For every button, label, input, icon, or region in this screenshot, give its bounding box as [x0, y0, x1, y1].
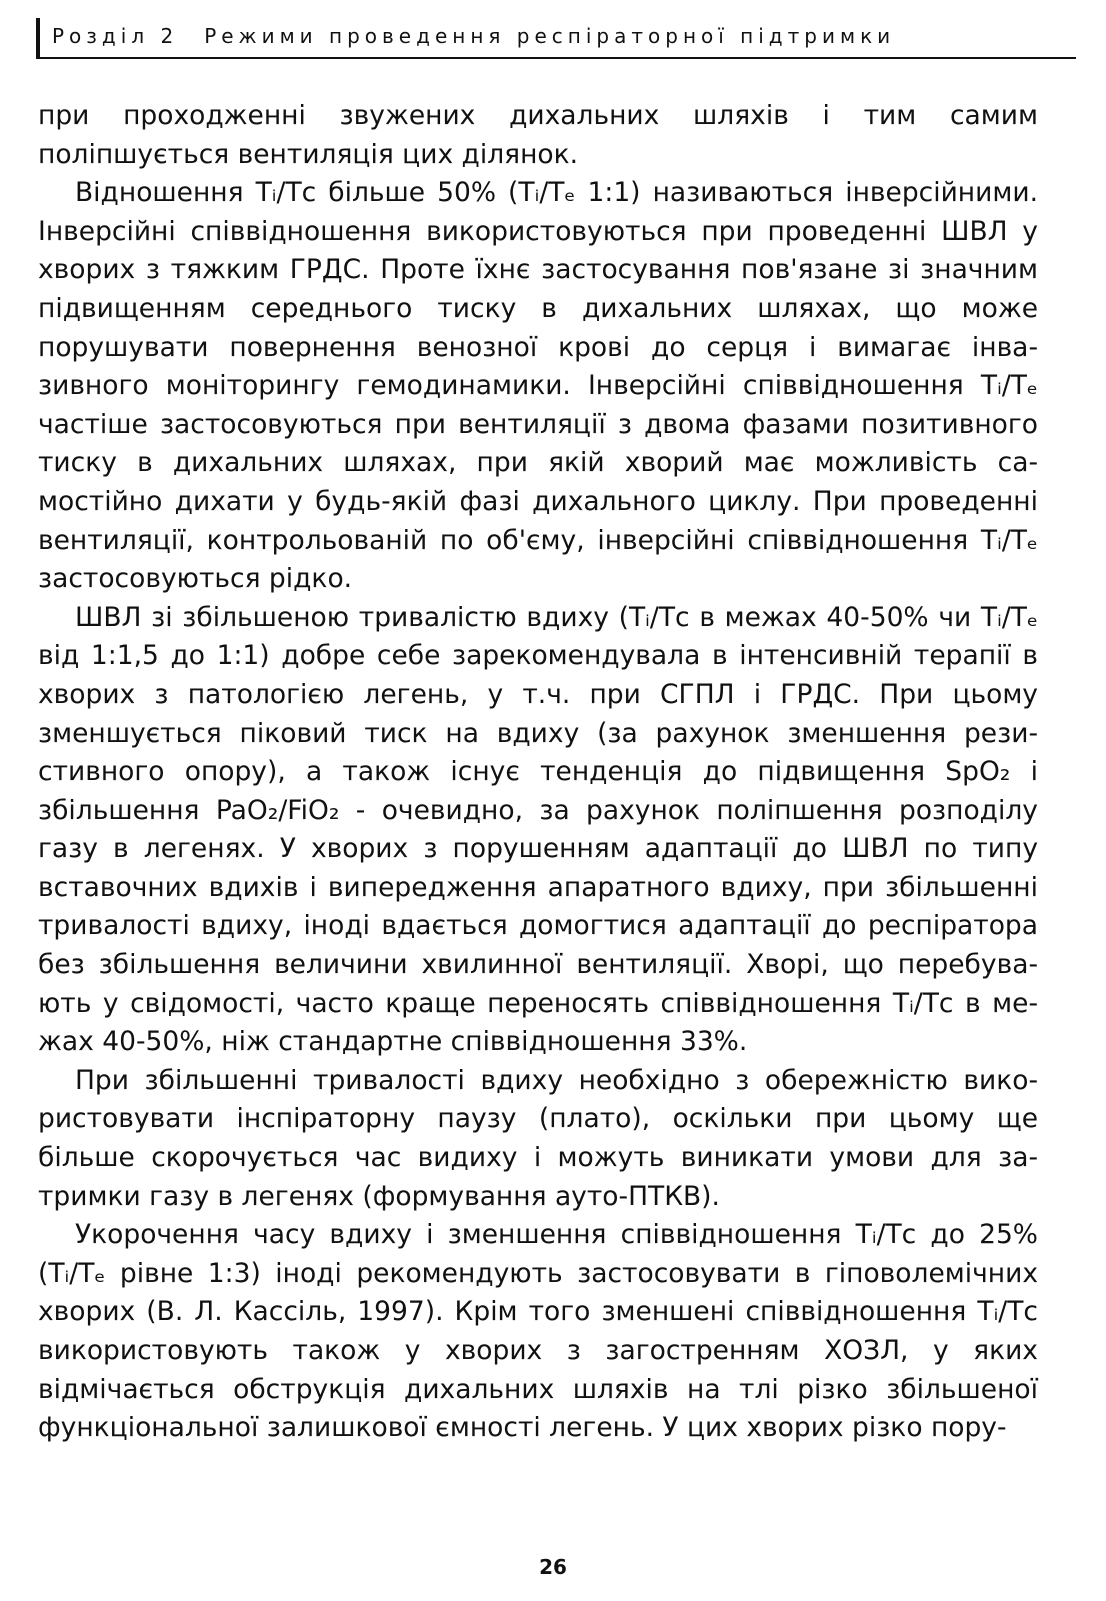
page-number: 26: [539, 1555, 567, 1579]
paragraph: При збільшенні тривалості вдиху необхідно з обережністю використовувати інспіраторну паузу (плато), оскільки при цьому ще більше скорочується час видиху і можуть виникати умови для затримки газу в легенях (формування ауто-ПТКВ).: [38, 1064, 1038, 1212]
paragraph-continuation: при проходженні звужених дихальних шляхів і тим самим поліпшується вентиляція цих ділянок.: [38, 100, 1038, 170]
paragraph: Відношення Tᵢ/Tᴄ більше 50% (Tᵢ/Tₑ 1:1) називаються інверсійними. Інверсійні співвідношення використовуються при проведенні ШВЛ у хворих з тяжким ГРДС. Проте їхнє застосування пов'язане зі значним підвищенням середнього тиску в дихальних шляхах, що може порушувати повернення венозної крові до серця і вимагає інвазивного моніторингу гемодинамики. Інверсійні співвідношення Tᵢ/Tₑ частіше застосовуються при вентиляції з двома фазами позитивного тиску в дихальних шляхах, при якій хворий має можливість самостійно дихати у будь-якій фазі дихального циклу. При проведенні вентиляції, контрольованій по об'єму, інверсійні співвідношення Tᵢ/Tₑ застосовуються рідко.: [38, 177, 1038, 595]
chapter-title: Режими проведення респіраторної підтримки: [204, 24, 896, 48]
running-head-bar: [36, 18, 40, 58]
running-head-rule: [36, 57, 1076, 59]
running-head-text: [52, 24, 895, 48]
chapter-label: Розділ 2: [52, 24, 179, 48]
paragraph: Укорочення часу вдиху і зменшення співвідношення Tᵢ/Tᴄ до 25% (Tᵢ/Tₑ рівне 1:3) іноді рекомендують застосовувати в гіповолемічних хворих (В. Л. Кассіль, 1997). Крім того зменшені співвідношення Tᵢ/Tᴄ використовують також у хворих з загостренням ХОЗЛ, у яких відмічається обструкція дихальних шляхів на тлі різко збільшеної функціональної залишкової ємності легень. У цих хворих різко пору-: [38, 1219, 1038, 1444]
paragraph: ШВЛ зі збільшеною тривалістю вдиху (Tᵢ/Tᴄ в межах 40-50% чи Tᵢ/Tₑ від 1:1,5 до 1:1) добре себе зарекомендувала в інтенсивній терапії в хворих з патологією легень, у т.ч. при СГПЛ і ГРДС. При цьому зменшується піковий тиск на вдиху (за рахунок зменшення резистивного опору), а також існує тенденція до підвищення SpO₂ і збільшення PaO₂/FiO₂ - очевидно, за рахунок поліпшення розподілу газу в легенях. У хворих з порушенням адаптації до ШВЛ по типу вставочних вдихів і випередження апаратного вдиху, при збільшенні тривалості вдиху, іноді вдається домогтися адаптації до респіратора без збільшення величини хвилинної вентиляції. Хворі, що перебувають у свідомості, часто краще переносять співвідношення Tᵢ/Tᴄ в межах 40-50%, ніж стандартне співвідношення 33%.: [38, 601, 1038, 1058]
running-head: [36, 14, 1076, 58]
body-text: [38, 97, 1038, 1448]
